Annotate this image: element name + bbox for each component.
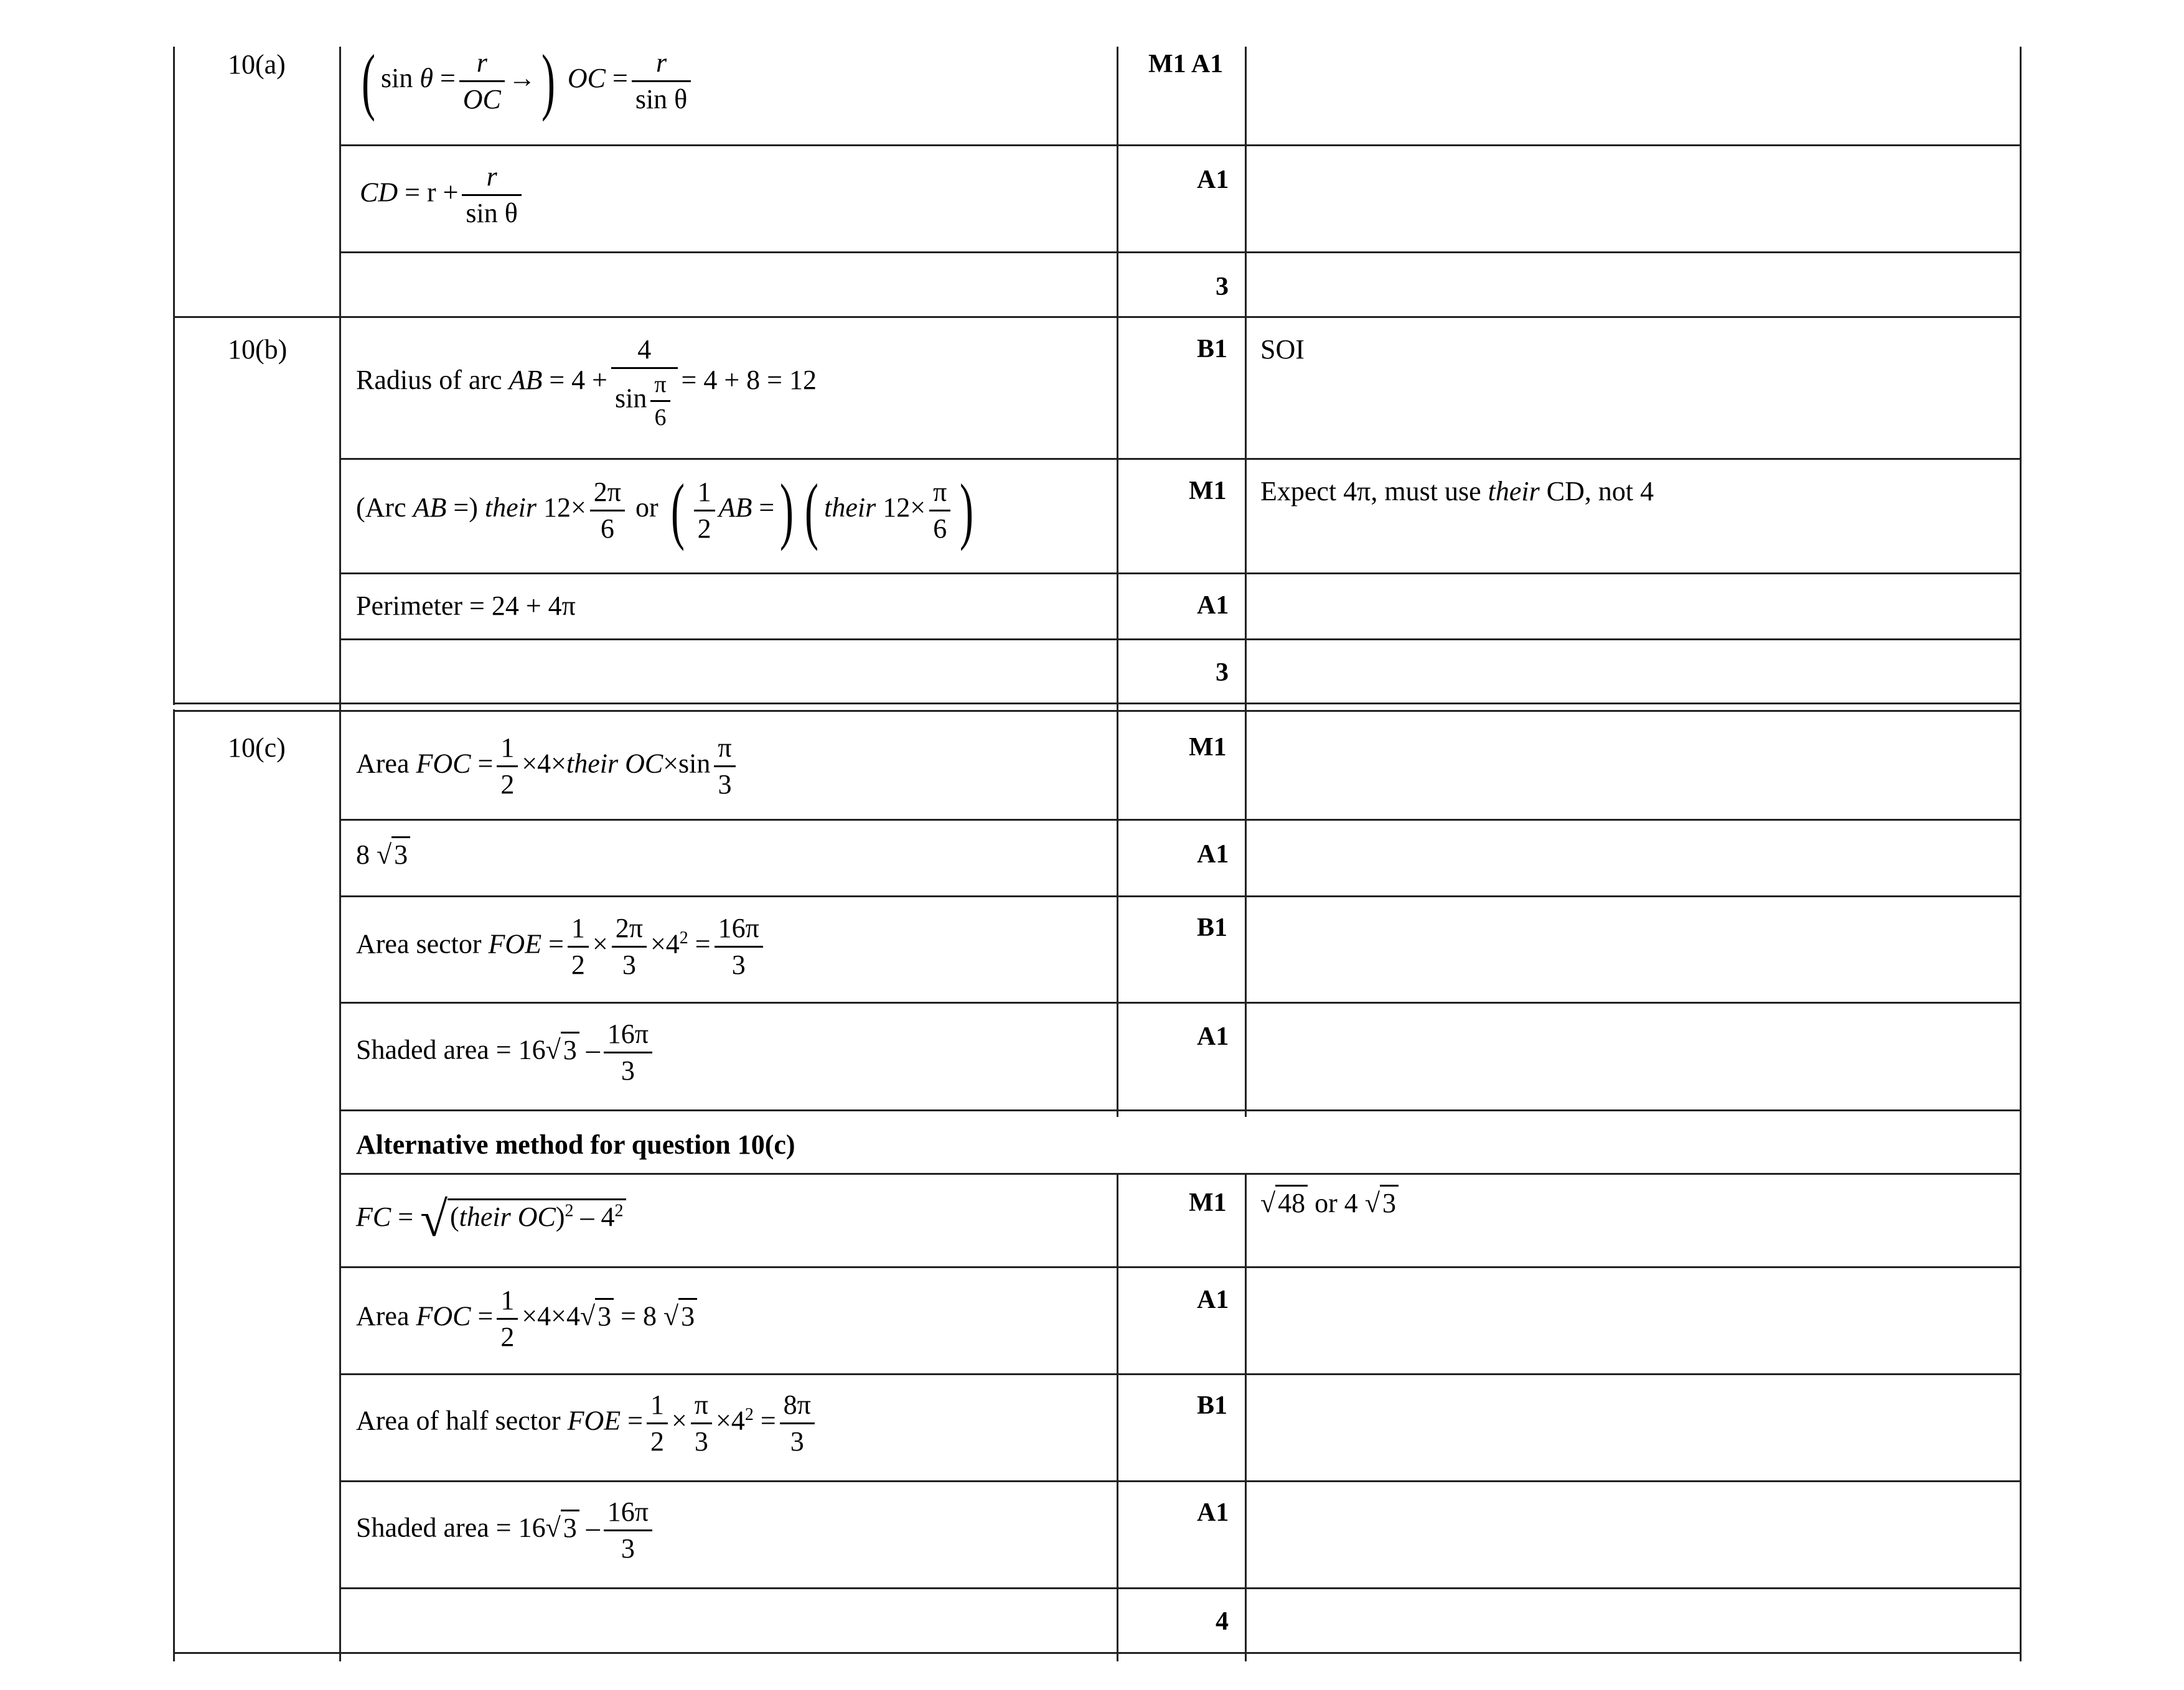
grid-line [339, 1173, 2022, 1175]
grid-line [339, 1002, 2022, 1004]
mark-10a-2: A1 [1197, 166, 1229, 194]
grid-line [173, 703, 2022, 704]
mark-10c-6: A1 [1197, 1286, 1229, 1314]
grid-line [339, 1109, 2022, 1111]
answer-10c-shaded: Shaded area = 16√3 – $\frac{16\pi}{3}$ [356, 1020, 656, 1085]
grid-line [339, 572, 2022, 574]
question-number: 10(b) [228, 334, 288, 365]
mark-10a-1: M1 A1 [1148, 50, 1224, 78]
mark-10c-3: B1 [1197, 913, 1228, 942]
answer-10c-alt-shaded: Shaded area = 16√3 – $\frac{16\pi}{3}$ [356, 1498, 656, 1562]
question-number: 10(c) [228, 732, 286, 763]
answer-10b-perimeter: Perimeter = 24 + 4π [356, 591, 576, 621]
grid-line [339, 895, 2022, 897]
grid-line [173, 709, 175, 1661]
mark-10c-5: M1 [1189, 1188, 1227, 1217]
mark-10c-1: M1 [1189, 733, 1227, 762]
grid-line [339, 819, 2022, 821]
answer-10c-fc: FC = √(their $OC)^2 - 4^2$ [356, 1195, 626, 1244]
grid-line [173, 316, 2022, 318]
comment-10b-2: Expect 4π, must use their CD, not 4 [1260, 476, 1654, 507]
grid-line [339, 47, 341, 1661]
answer-10c-alt-area-foc: Area FOC = $\frac{1}{2}$ ×4×4√3 = 8 √3 [356, 1287, 697, 1351]
grid-line [339, 1266, 2022, 1268]
question-number: 10(a) [228, 49, 286, 80]
mark-10c-4: A1 [1197, 1022, 1229, 1051]
answer-10b-radius: Radius of arc AB = 4 + 4 sin $\frac{\pi}{6}$ = 4 + 8 = 12 [356, 334, 817, 431]
mark-10b-1: B1 [1197, 335, 1228, 363]
grid-line [173, 710, 2022, 712]
grid-line [173, 1652, 2022, 1654]
mark-10c-8: A1 [1197, 1498, 1229, 1527]
grid-line [339, 251, 2022, 253]
grid-line [339, 1373, 2022, 1375]
answer-10a-oc: ( sin θ = $\frac{r}{OC}$ →) OC = $\frac{r}{\text{sin θ}}$ [356, 44, 695, 118]
grid-line [173, 319, 175, 705]
answer-10c-8root3: 8 √3 [356, 841, 410, 869]
comment-10c-5: √48 or 4 √3 [1260, 1190, 1399, 1217]
total-10b: 3 [1216, 658, 1229, 687]
alt-method-heading: Alternative method for question 10(c) [356, 1129, 795, 1160]
comment-10b-1: SOI [1260, 334, 1305, 365]
grid-line [339, 1480, 2022, 1482]
mark-10b-3: A1 [1197, 591, 1229, 620]
mark-10c-2: A1 [1197, 840, 1229, 869]
mark-10b-2: M1 [1189, 477, 1227, 505]
grid-line [339, 458, 2022, 460]
answer-10c-area-foc: Area FOC = $\frac{1}{2}$ ×4×their OC×sin $\frac{\pi}{3}$ [356, 734, 739, 798]
grid-line [1117, 47, 1118, 1117]
total-10c: 4 [1216, 1607, 1229, 1636]
grid-line [2020, 47, 2022, 1661]
answer-10c-half-sector: Area of half sector FOE = $\frac{1}{2}$ × $\frac{\pi}{3}$ $\times 4^2$ = $\frac{8\pi}{3}$ [356, 1391, 818, 1455]
grid-line [1245, 47, 1247, 1117]
answer-10b-arc: (Arc AB =) their 12× $\frac{2\pi}{6}$ or ( $\frac{1}{2}$ AB =) ( their 12× $\frac{\pi}{6}$ ) [356, 469, 974, 551]
answer-10a-cd: CD = r + $\frac{r}{\text{sin θ}}$ [360, 163, 525, 227]
grid-line [339, 144, 2022, 146]
answer-10c-sector: Area sector FOE = $\frac{1}{2}$ × $\frac{2\pi}{3}$ $\times 4^2$ = $\frac{16\pi}{3}$ [356, 915, 767, 979]
grid-line [339, 1587, 2022, 1589]
total-10a: 3 [1216, 273, 1229, 301]
grid-line [173, 47, 175, 319]
grid-line [339, 638, 2022, 640]
mark-10c-7: B1 [1197, 1391, 1228, 1420]
